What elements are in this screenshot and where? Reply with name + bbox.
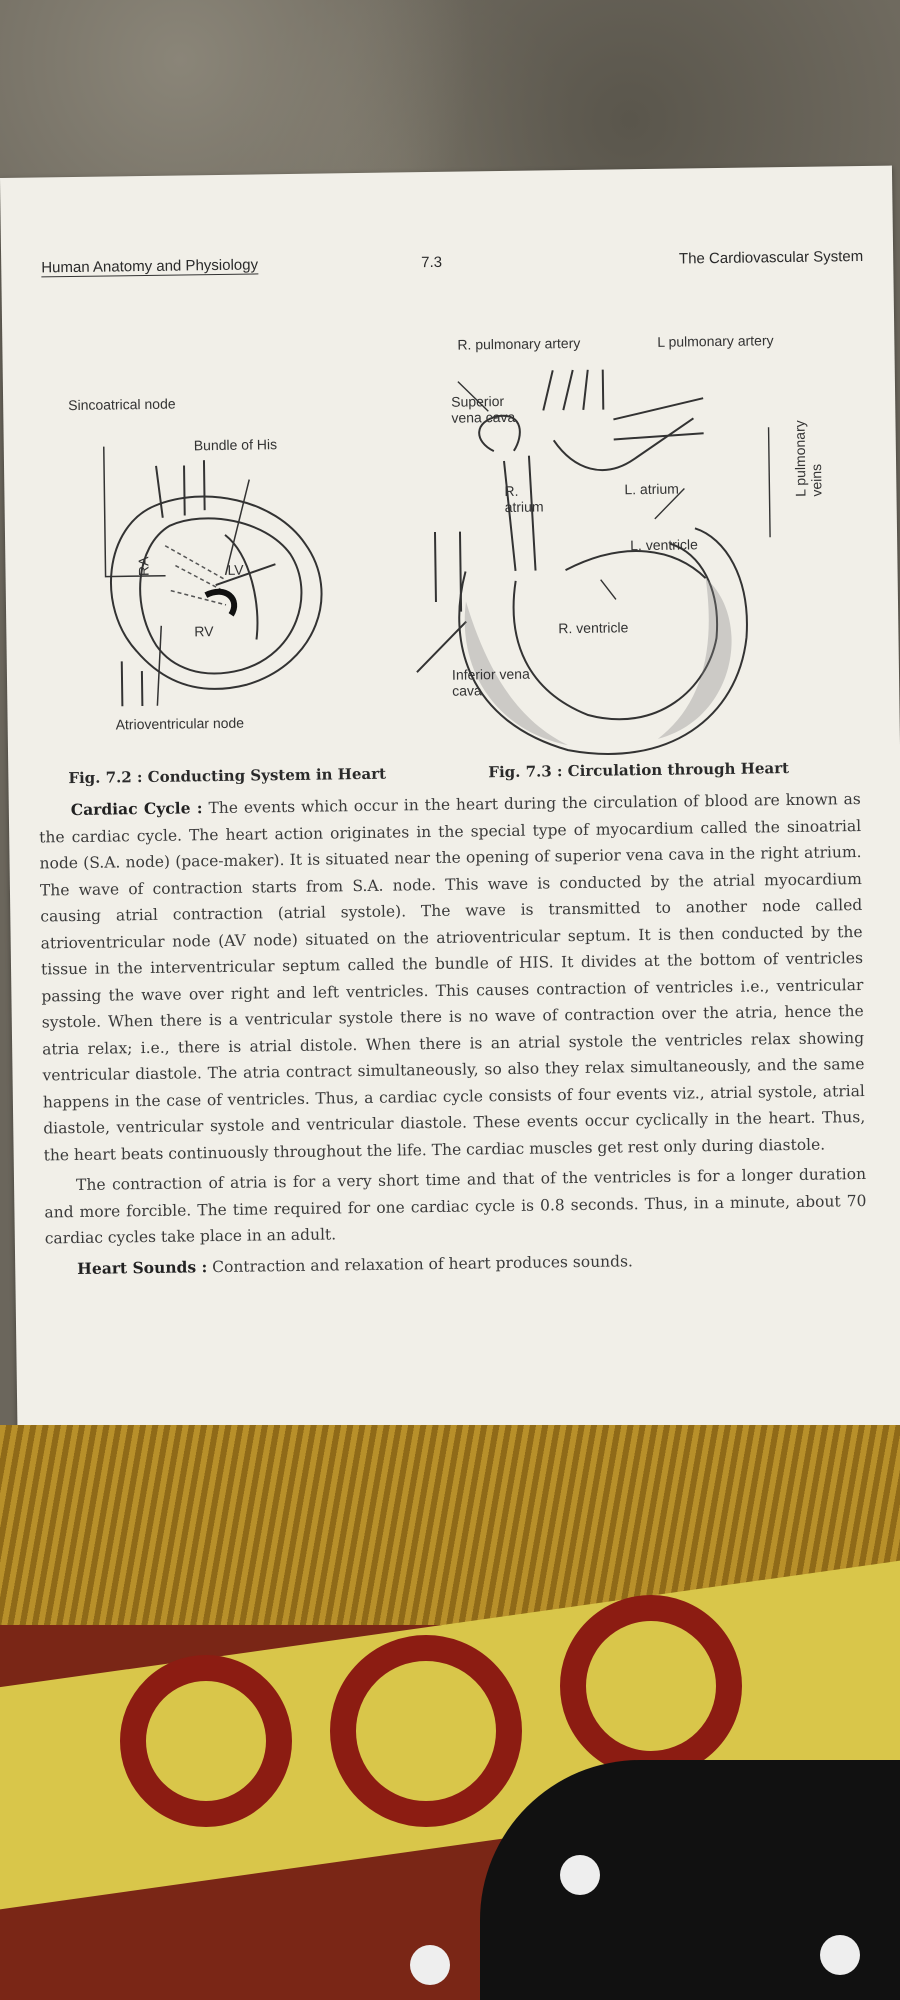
contraction-paragraph: The contraction of atria is for a very short time and that of the ventricles is for a longer duration and more forcible. The time required for one cardiac cycle is 0.8 seconds. Thus, in a minute, about 70 cardiac cycles take place in an adult. [44,1165,867,1248]
page-header [41,247,864,277]
fabric-swirl [560,1595,742,1777]
fabric-swirl [330,1635,522,1827]
superior-vena-cava-label: Superior vena cava [451,392,516,426]
fig-7-2-caption: Fig. 7.2 : Conducting System in Heart [68,764,387,788]
heart-sounds-heading: Heart Sounds : [77,1256,208,1278]
lv-label: LV [227,561,244,578]
r-pulmonary-artery-label: R. pulmonary artery [457,334,581,353]
inferior-vena-cava-label: Inferior vena cava [451,665,530,699]
fabric-background [0,1425,900,2000]
ra-label: RA [135,556,152,577]
cardiac-cycle-heading: Cardiac Cycle : [70,798,203,820]
cardiac-cycle-text: The events which occur in the heart during the circulation of blood are known as the cardiac cycle. The heart action originates in the special type of myocardium called the sinoatrial node (S.A. node) (pace-maker). It is situated near the opening of superior vena cava in the right atrium. The wave of contraction starts from S.A. node. This wave is conducted by the atrial myocardium causing atrial contraction (atrial systole). The wave is transmitted to another node called atrioventricular node (AV node) situated on the atrioventricular septum. It is then conducted by the tissue in the interventricular septum called the bundle of HIS. It divides at the bottom of ventricles passing the wave over right and left ventricles. This causes contraction of ventricles i.e., ventricular systole. When there is a ventricular systole there is no wave of contraction over the atria, hence the atria relax; i.e., there is atrial distole. When there is an atrial systole the ventricles relax showing ventricular diastole. The atria contract simultaneously, so also they relax simultaneously, and the same happens in the case of ventricles. Thus, a cardiac cycle consists of four events viz., atrial systole, atrial diastole, ventricular systole and ventricular diastole. These events occur cyclically in the heart. Thus, the heart beats continuously throughout the life. The cardiac muscles get rest only during diastole. [39,790,866,1164]
header-page-number: 7.3 [421,253,443,272]
header-book-title: Human Anatomy and Physiology [41,256,259,277]
fabric-dot [820,1935,860,1975]
heart-sounds-text: Contraction and relaxation of heart produces sounds. [212,1251,634,1276]
l-ventricle-label: L. ventricle [630,536,698,554]
l-pulmonary-artery-label: L pulmonary artery [657,332,774,350]
header-chapter-title: The Cardiovascular System [678,247,864,268]
cardiac-cycle-paragraph [39,786,866,1168]
fabric-dot [410,1945,450,1985]
fabric-swirl [120,1655,292,1827]
av-node-label: Atrioventricular node [115,714,245,733]
fabric-dot [560,1855,600,1895]
l-atrium-label: L. atrium [624,480,679,498]
r-ventricle-label: R. ventricle [558,619,629,637]
pulmonary-veins-label: L pulmonary veins [791,420,825,497]
sinoatrial-node-label: Sincoatrical node [68,395,176,414]
r-atrium-label: R. atrium [504,482,544,516]
book-page [0,166,900,1440]
bundle-of-his-label: Bundle of His [193,436,278,454]
fig-7-3-caption: Fig. 7.3 : Circulation through Heart [488,759,790,782]
body-text [39,786,868,1286]
rv-label: RV [194,623,214,640]
